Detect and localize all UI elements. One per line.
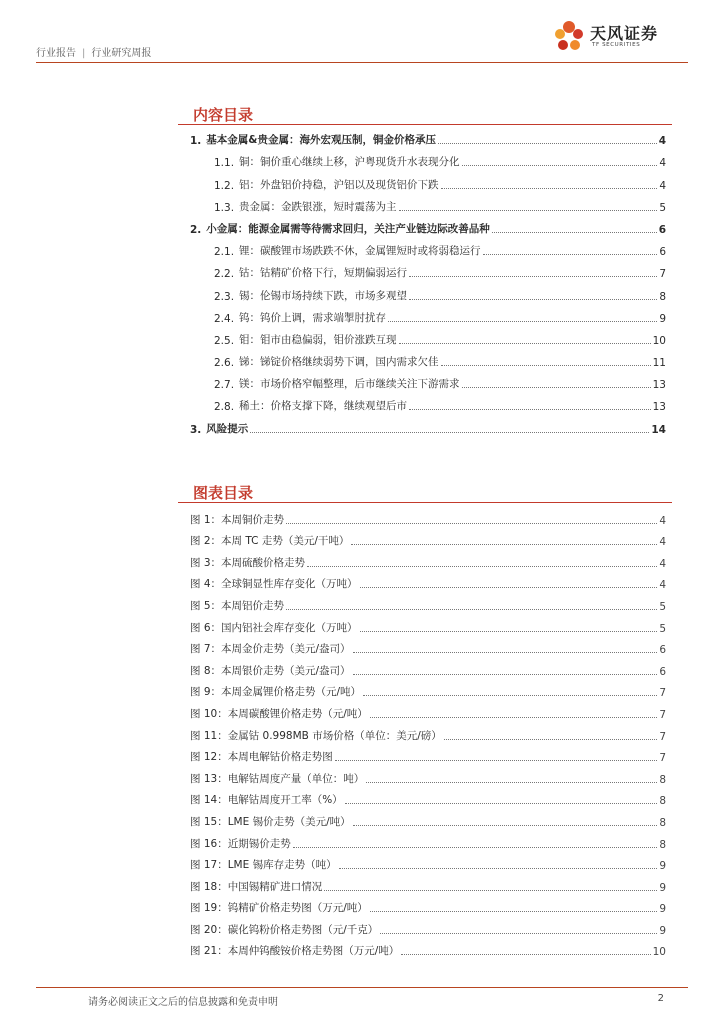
toc-entry[interactable]: [190, 413, 666, 435]
breadcrumb: [36, 44, 151, 59]
figures-title-rule: [178, 502, 672, 503]
toc-entry-label: 贵金属：金跌银涨，短时震荡为主: [239, 200, 397, 213]
figure-entry[interactable]: [190, 807, 666, 829]
toc-entry-label: 小金属：能源金属需等待需求回归，关注产业链边际改善品种: [206, 222, 490, 235]
dot-leader: [441, 365, 651, 366]
figure-entry-label: 图 9：本周金属锂价格走势（元/吨）: [190, 686, 362, 699]
figure-entry[interactable]: [190, 656, 666, 678]
toc-entry-page: 9: [659, 312, 666, 325]
page-header: [36, 0, 688, 62]
table-of-contents: [190, 125, 666, 436]
dot-leader: [366, 782, 657, 783]
figure-entry-page: 7: [659, 687, 666, 700]
figure-entry-page: 7: [659, 708, 666, 721]
figure-entry-label: 图 19：钨精矿价格走势图（万元/吨）: [190, 902, 368, 915]
toc-entry-page: 7: [659, 268, 666, 281]
dot-leader: [360, 587, 658, 588]
breadcrumb-item-report-series: 行业研究周报: [91, 48, 152, 59]
dot-leader: [483, 254, 658, 255]
figure-entry[interactable]: [190, 548, 666, 570]
disclaimer-text: 请务必阅读正文之后的信息披露和免责申明: [88, 997, 278, 1008]
toc-entry-label: 风险提示: [206, 422, 249, 435]
figure-entry[interactable]: [190, 829, 666, 851]
toc-entry-page: 13: [652, 401, 666, 414]
toc-entry-number: 2.4.: [214, 312, 235, 325]
figure-entry[interactable]: [190, 851, 666, 873]
toc-entry-label: 锡：伦锡市场持续下跌，市场多观望: [239, 289, 408, 302]
dot-leader: [363, 695, 657, 696]
figure-entry-label: 图 11：金属钴 0.998MB 市场价格（单位：美元/磅）: [190, 729, 442, 742]
dot-leader: [250, 432, 649, 433]
dot-leader: [380, 933, 657, 934]
dot-leader: [293, 847, 658, 848]
toc-entry-label: 钼：钼市由稳偏弱，钼价涨跌互现: [239, 333, 397, 346]
dot-leader: [286, 523, 657, 524]
figure-entry-label: 图 16：近期锡价走势: [190, 837, 291, 850]
figure-entry[interactable]: [190, 872, 666, 894]
figure-entry-label: 图 1：本周铜价走势: [190, 513, 285, 526]
toc-entry[interactable]: [190, 303, 666, 325]
toc-entry-page: 4: [659, 179, 666, 192]
figure-entry[interactable]: [190, 527, 666, 549]
figure-entry[interactable]: [190, 635, 666, 657]
dot-leader: [370, 717, 658, 718]
dot-leader: [335, 760, 658, 761]
figure-entry-page: 9: [659, 881, 666, 894]
tf-securities-logo: [552, 18, 682, 58]
toc-entry-label: 钴：钴精矿价格下行，短期偏弱运行: [239, 267, 408, 280]
toc-entry-label: 铜：铜价重心继续上移，沪粤现货升水表现分化: [239, 156, 460, 169]
dot-leader: [370, 911, 658, 912]
figure-entry[interactable]: [190, 613, 666, 635]
dot-leader: [409, 299, 657, 300]
toc-entry-page: 13: [652, 379, 666, 392]
dot-leader: [399, 210, 658, 211]
dot-leader: [345, 803, 658, 804]
breadcrumb-separator: |: [82, 48, 86, 59]
figure-entry-page: 8: [659, 773, 666, 786]
toc-entry-label: 锂：碳酸锂市场跌跌不休，金属锂短时或将弱稳运行: [239, 245, 481, 258]
figure-entry-page: 6: [659, 665, 666, 678]
logo-english-name: TF SECURITIES: [592, 42, 641, 48]
toc-entry-label: 锑：锑锭价格继续弱势下调，国内需求欠佳: [239, 356, 439, 369]
figure-entry-page: 9: [659, 860, 666, 873]
figure-entry-label: 图 10：本周碳酸锂价格走势（元/吨）: [190, 707, 368, 720]
toc-entry-number: 2.7.: [214, 379, 235, 392]
dot-leader: [462, 387, 651, 388]
toc-entry-number: 2.2.: [214, 268, 235, 281]
figure-entry-page: 4: [659, 557, 666, 570]
dot-leader: [409, 276, 657, 277]
toc-entry[interactable]: [190, 192, 666, 214]
figure-entry[interactable]: [190, 764, 666, 786]
dot-leader: [401, 954, 650, 955]
toc-entry[interactable]: [190, 258, 666, 280]
figure-entry-label: 图 7：本周金价走势（美元/盎司）: [190, 643, 351, 656]
toc-entry[interactable]: [190, 236, 666, 258]
toc-entry[interactable]: [190, 347, 666, 369]
figure-entry[interactable]: [190, 505, 666, 527]
figure-entry-page: 6: [659, 644, 666, 657]
toc-title: 内容目录: [193, 106, 254, 124]
toc-entry-page: 14: [651, 423, 666, 436]
toc-entry-page: 6: [659, 246, 666, 259]
figure-entry-page: 7: [659, 730, 666, 743]
figure-entry[interactable]: [190, 721, 666, 743]
figure-entry-page: 4: [659, 514, 666, 527]
toc-entry-page: 10: [652, 334, 666, 347]
figures-title: 图表目录: [193, 484, 254, 502]
list-of-figures: [190, 505, 666, 958]
toc-entry-page: 11: [652, 357, 666, 370]
dot-leader: [286, 609, 657, 610]
toc-entry-number: 1.: [190, 135, 202, 148]
header-divider: [36, 62, 688, 63]
figure-entry-page: 8: [659, 795, 666, 808]
figure-entry-label: 图 17：LME 锡库存走势（吨）: [190, 859, 337, 872]
figure-entry-page: 9: [659, 924, 666, 937]
dot-leader: [462, 165, 658, 166]
toc-entry[interactable]: [190, 280, 666, 302]
toc-entry-number: 2.: [190, 223, 202, 236]
dot-leader: [353, 674, 658, 675]
figure-entry[interactable]: [190, 937, 666, 959]
toc-entry-page: 5: [659, 201, 666, 214]
toc-entry[interactable]: [190, 325, 666, 347]
figure-entry[interactable]: [190, 743, 666, 765]
dot-leader: [360, 631, 658, 632]
figure-entry-label: 图 20：碳化钨粉价格走势图（元/千克）: [190, 923, 379, 936]
figure-entry-page: 8: [659, 816, 666, 829]
dot-leader: [399, 343, 651, 344]
figure-entry[interactable]: [190, 915, 666, 937]
figure-entry[interactable]: [190, 894, 666, 916]
figure-entry[interactable]: [190, 591, 666, 613]
toc-entry-number: 2.3.: [214, 290, 235, 303]
figure-entry[interactable]: [190, 786, 666, 808]
dot-leader: [351, 544, 657, 545]
dot-leader: [444, 739, 658, 740]
figure-entry-label: 图 5：本周铝价走势: [190, 599, 285, 612]
toc-entry[interactable]: [190, 125, 666, 147]
figure-entry-page: 5: [659, 622, 666, 635]
toc-entry[interactable]: [190, 369, 666, 391]
flower-logo-icon: [552, 18, 586, 54]
toc-entry-number: 2.8.: [214, 401, 235, 414]
figure-entry-label: 图 13：电解钴周度产量（单位：吨）: [190, 772, 365, 785]
toc-entry-label: 基本金属&贵金属：海外宏观压制，铜金价格承压: [206, 134, 436, 147]
toc-entry-number: 2.1.: [214, 246, 235, 259]
breadcrumb-item-report-type: 行业报告: [36, 48, 76, 59]
toc-entry-number: 2.6.: [214, 357, 235, 370]
figure-entry-page: 8: [659, 838, 666, 851]
figure-entry-label: 图 15：LME 锡价走势（美元/吨）: [190, 815, 351, 828]
figure-entry-label: 图 8：本周银价走势（美元/盎司）: [190, 664, 351, 677]
figure-entry-label: 图 3：本周硫酸价格走势: [190, 556, 306, 569]
toc-entry-label: 稀土：价格支撑下降，继续观望后市: [239, 400, 408, 413]
toc-entry-number: 1.2.: [214, 179, 235, 192]
figure-entry[interactable]: [190, 678, 666, 700]
figure-entry-label: 图 2：本周 TC 走势（美元/干吨）: [190, 535, 350, 548]
dot-leader: [324, 890, 657, 891]
toc-entry-page: 6: [658, 223, 666, 236]
dot-leader: [388, 321, 657, 322]
figure-entry-label: 图 14：电解钴周度开工率（%）: [190, 794, 343, 807]
figure-entry-page: 10: [652, 946, 666, 959]
figure-entry-page: 4: [659, 536, 666, 549]
figure-entry[interactable]: [190, 699, 666, 721]
dot-leader: [353, 825, 658, 826]
dot-leader: [307, 566, 657, 567]
figure-entry-page: 4: [659, 579, 666, 592]
toc-entry-number: 1.1.: [214, 157, 235, 170]
figure-entry-page: 9: [659, 903, 666, 916]
toc-entry-page: 4: [658, 135, 666, 148]
figure-entry-label: 图 4：全球铜显性库存变化（万吨）: [190, 578, 358, 591]
toc-entry-label: 镁：市场价格窄幅整理，后市继续关注下游需求: [239, 378, 460, 391]
figure-entry-page: 7: [659, 752, 666, 765]
toc-entry-page: 8: [659, 290, 666, 303]
page-number: 2: [657, 993, 664, 1004]
toc-entry[interactable]: [190, 147, 666, 169]
dot-leader: [339, 868, 658, 869]
dot-leader: [492, 232, 657, 233]
figure-entry[interactable]: [190, 570, 666, 592]
toc-entry-label: 铝：外盘铝价持稳，沪铝以及现货铝价下跌: [239, 178, 439, 191]
toc-entry-page: 4: [659, 157, 666, 170]
toc-entry[interactable]: [190, 214, 666, 236]
toc-entry[interactable]: [190, 169, 666, 191]
logo-chinese-name: 天风证券: [590, 24, 659, 43]
figure-entry-label: 图 18：中国锡精矿进口情况: [190, 880, 323, 893]
toc-entry-number: 1.3.: [214, 201, 235, 214]
figure-entry-label: 图 12：本周电解钴价格走势图: [190, 751, 333, 764]
toc-entry-label: 钨：钨价上调，需求端掣肘扰存: [239, 311, 387, 324]
dot-leader: [441, 188, 658, 189]
figure-entry-label: 图 6：国内铝社会库存变化（万吨）: [190, 621, 358, 634]
dot-leader: [438, 143, 657, 144]
figure-entry-page: 5: [659, 600, 666, 613]
toc-entry[interactable]: [190, 391, 666, 413]
toc-entry-number: 2.5.: [214, 334, 235, 347]
dot-leader: [353, 652, 658, 653]
dot-leader: [409, 409, 651, 410]
figure-entry-label: 图 21：本周仲钨酸铵价格走势图（万元/吨）: [190, 945, 400, 958]
toc-entry-number: 3.: [190, 423, 202, 436]
footer-divider: [36, 987, 688, 988]
